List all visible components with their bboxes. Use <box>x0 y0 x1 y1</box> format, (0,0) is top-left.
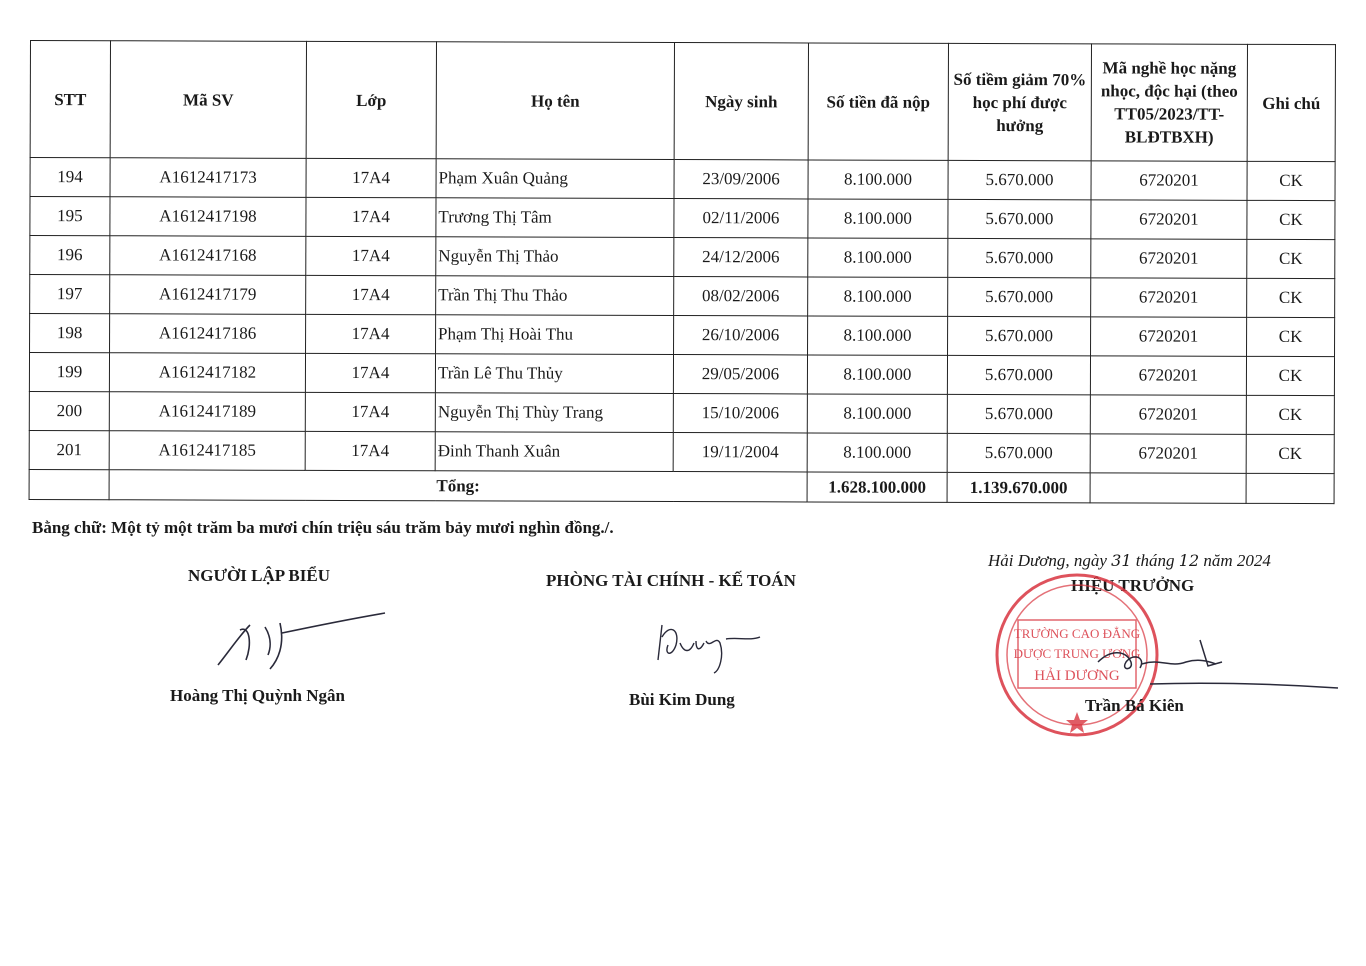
cell-stt: 196 <box>30 236 110 275</box>
header-note: Ghi chú <box>1247 44 1335 161</box>
cell-class: 17A4 <box>306 197 436 236</box>
cell-class: 17A4 <box>306 314 436 353</box>
amount-in-words: Bằng chữ: Một tỷ một trăm ba mươi chín triệu sáu trăm bảy mươi nghìn đồng./. <box>32 518 614 537</box>
cell-birth-date: 29/05/2006 <box>673 355 807 394</box>
cell-birth-date: 08/02/2006 <box>674 277 808 316</box>
table-row <box>30 236 1335 279</box>
stamp-text: TRƯỜNG CAO ĐẲNG <box>1013 626 1141 641</box>
cell-class: 17A4 <box>306 236 436 275</box>
table-header-row <box>30 41 1335 162</box>
cell-note: CK <box>1246 356 1334 395</box>
cell-birth-date: 26/10/2006 <box>674 316 808 355</box>
cell-student-id: A1612417185 <box>109 431 305 471</box>
total-empty-cell <box>1246 473 1334 503</box>
cell-student-id: A1612417182 <box>109 353 305 393</box>
cell-birth-date: 23/09/2006 <box>674 160 808 199</box>
cell-occupation-code: 6720201 <box>1091 200 1247 239</box>
cell-class: 17A4 <box>305 431 435 470</box>
header-student-id: Mã SV <box>110 41 306 159</box>
cell-occupation-code: 6720201 <box>1091 239 1247 278</box>
cell-amount-paid: 8.100.000 <box>808 316 948 355</box>
cell-stt: 197 <box>30 275 110 314</box>
cell-stt: 198 <box>30 314 110 353</box>
total-row <box>29 469 1334 503</box>
preparer-name: Hoàng Thị Quỳnh Ngân <box>170 686 345 705</box>
cell-amount-paid: 8.100.000 <box>807 433 947 472</box>
cell-amount-paid: 8.100.000 <box>807 355 947 394</box>
total-paid: 1.628.100.000 <box>807 472 947 502</box>
table-row <box>30 314 1335 357</box>
cell-student-id: A1612417198 <box>110 197 306 237</box>
cell-student-id: A1612417179 <box>110 275 306 315</box>
finance-signature-icon <box>650 615 780 675</box>
cell-reduction: 5.670.000 <box>948 238 1091 277</box>
cell-stt: 195 <box>30 197 110 236</box>
preparer-signature-icon <box>210 605 390 675</box>
table-row <box>30 197 1335 240</box>
cell-full-name: Nguyễn Thị Thùy Trang <box>435 393 673 433</box>
cell-full-name: Phạm Xuân Quảng <box>436 159 674 199</box>
header-class: Lớp <box>306 41 436 158</box>
cell-full-name: Nguyễn Thị Thảo <box>436 237 674 277</box>
cell-occupation-code: 6720201 <box>1091 317 1247 356</box>
cell-reduction: 5.670.000 <box>947 394 1090 433</box>
cell-stt: 201 <box>29 430 109 469</box>
place-date-year: năm 2024 <box>1199 551 1271 570</box>
principal-signature-icon <box>1090 632 1340 692</box>
cell-occupation-code: 6720201 <box>1091 278 1247 317</box>
header-stt: STT <box>30 41 110 158</box>
cell-note: CK <box>1247 317 1335 356</box>
cell-full-name: Trần Lê Thu Thủy <box>435 354 673 394</box>
cell-student-id: A1612417168 <box>110 236 306 276</box>
place-date-month-label: tháng <box>1131 551 1179 570</box>
cell-class: 17A4 <box>305 353 435 392</box>
cell-reduction: 5.670.000 <box>948 277 1091 316</box>
cell-note: CK <box>1247 200 1335 239</box>
cell-note: CK <box>1247 161 1335 200</box>
stamp-text: DƯỢC TRUNG ƯƠNG <box>1013 646 1141 661</box>
cell-reduction: 5.670.000 <box>948 199 1091 238</box>
place-date-day: 31 <box>1111 551 1132 570</box>
cell-birth-date: 19/11/2004 <box>673 433 807 472</box>
cell-student-id: A1612417186 <box>110 314 306 354</box>
total-empty-cell <box>29 469 109 499</box>
cell-birth-date: 02/11/2006 <box>674 199 808 238</box>
cell-occupation-code: 6720201 <box>1091 161 1247 200</box>
cell-reduction: 5.670.000 <box>947 433 1090 472</box>
cell-class: 17A4 <box>305 392 435 431</box>
header-birth-date: Ngày sinh <box>674 43 808 160</box>
cell-full-name: Phạm Thị Hoài Thu <box>436 315 674 355</box>
place-date-prefix: Hải Dương, ngày <box>988 551 1112 570</box>
header-occupation-code: Mã nghề học nặng nhọc, độc hại (theo TT05/2023/TT-BLĐTBXH) <box>1091 44 1247 161</box>
cell-occupation-code: 6720201 <box>1090 434 1246 473</box>
cell-occupation-code: 6720201 <box>1090 395 1246 434</box>
table-row <box>29 391 1334 434</box>
header-reduction: Số tiềm giảm 70% học phí được hưởng <box>948 43 1091 160</box>
cell-amount-paid: 8.100.000 <box>808 160 948 199</box>
cell-birth-date: 24/12/2006 <box>674 238 808 277</box>
cell-reduction: 5.670.000 <box>948 316 1091 355</box>
cell-reduction: 5.670.000 <box>948 160 1091 199</box>
header-full-name: Họ tên <box>436 42 674 160</box>
total-reduction: 1.139.670.000 <box>947 472 1090 502</box>
cell-student-id: A1612417189 <box>109 392 305 432</box>
stamp-text: HẢI DƯƠNG <box>1034 668 1120 684</box>
cell-note: CK <box>1246 395 1334 434</box>
finance-title: PHÒNG TÀI CHÍNH - KẾ TOÁN <box>546 571 796 590</box>
cell-amount-paid: 8.100.000 <box>807 394 947 433</box>
header-amount-paid: Số tiền đã nộp <box>808 43 948 160</box>
cell-note: CK <box>1247 239 1335 278</box>
cell-note: CK <box>1247 278 1335 317</box>
total-empty-cell <box>1090 473 1246 503</box>
preparer-title: NGƯỜI LẬP BIỂU <box>188 566 331 585</box>
cell-birth-date: 15/10/2006 <box>673 394 807 433</box>
tuition-table <box>29 40 1336 504</box>
cell-stt: 199 <box>29 353 109 392</box>
cell-amount-paid: 8.100.000 <box>808 238 948 277</box>
total-label: Tổng: <box>109 470 807 502</box>
cell-class: 17A4 <box>306 158 436 197</box>
cell-stt: 200 <box>29 391 109 430</box>
cell-student-id: A1612417173 <box>110 158 306 198</box>
table-row <box>29 430 1334 473</box>
place-date <box>988 551 1271 571</box>
cell-full-name: Đinh Thanh Xuân <box>435 432 673 472</box>
cell-amount-paid: 8.100.000 <box>808 277 948 316</box>
cell-reduction: 5.670.000 <box>947 355 1090 394</box>
table-row <box>30 158 1335 201</box>
principal-name: Trần Bá Kiên <box>1085 696 1184 715</box>
cell-occupation-code: 6720201 <box>1090 356 1246 395</box>
table-row <box>30 275 1335 318</box>
place-date-month: 12 <box>1178 551 1200 570</box>
cell-amount-paid: 8.100.000 <box>808 199 948 238</box>
principal-title: HIỆU TRƯỞNG <box>1071 576 1195 595</box>
cell-full-name: Trương Thị Tâm <box>436 198 674 238</box>
table-row <box>29 353 1334 396</box>
cell-note: CK <box>1246 434 1334 473</box>
cell-stt: 194 <box>30 158 110 197</box>
table-body <box>29 158 1335 474</box>
cell-class: 17A4 <box>306 275 436 314</box>
cell-full-name: Trần Thị Thu Thảo <box>436 276 674 316</box>
finance-name: Bùi Kim Dung <box>629 690 735 709</box>
